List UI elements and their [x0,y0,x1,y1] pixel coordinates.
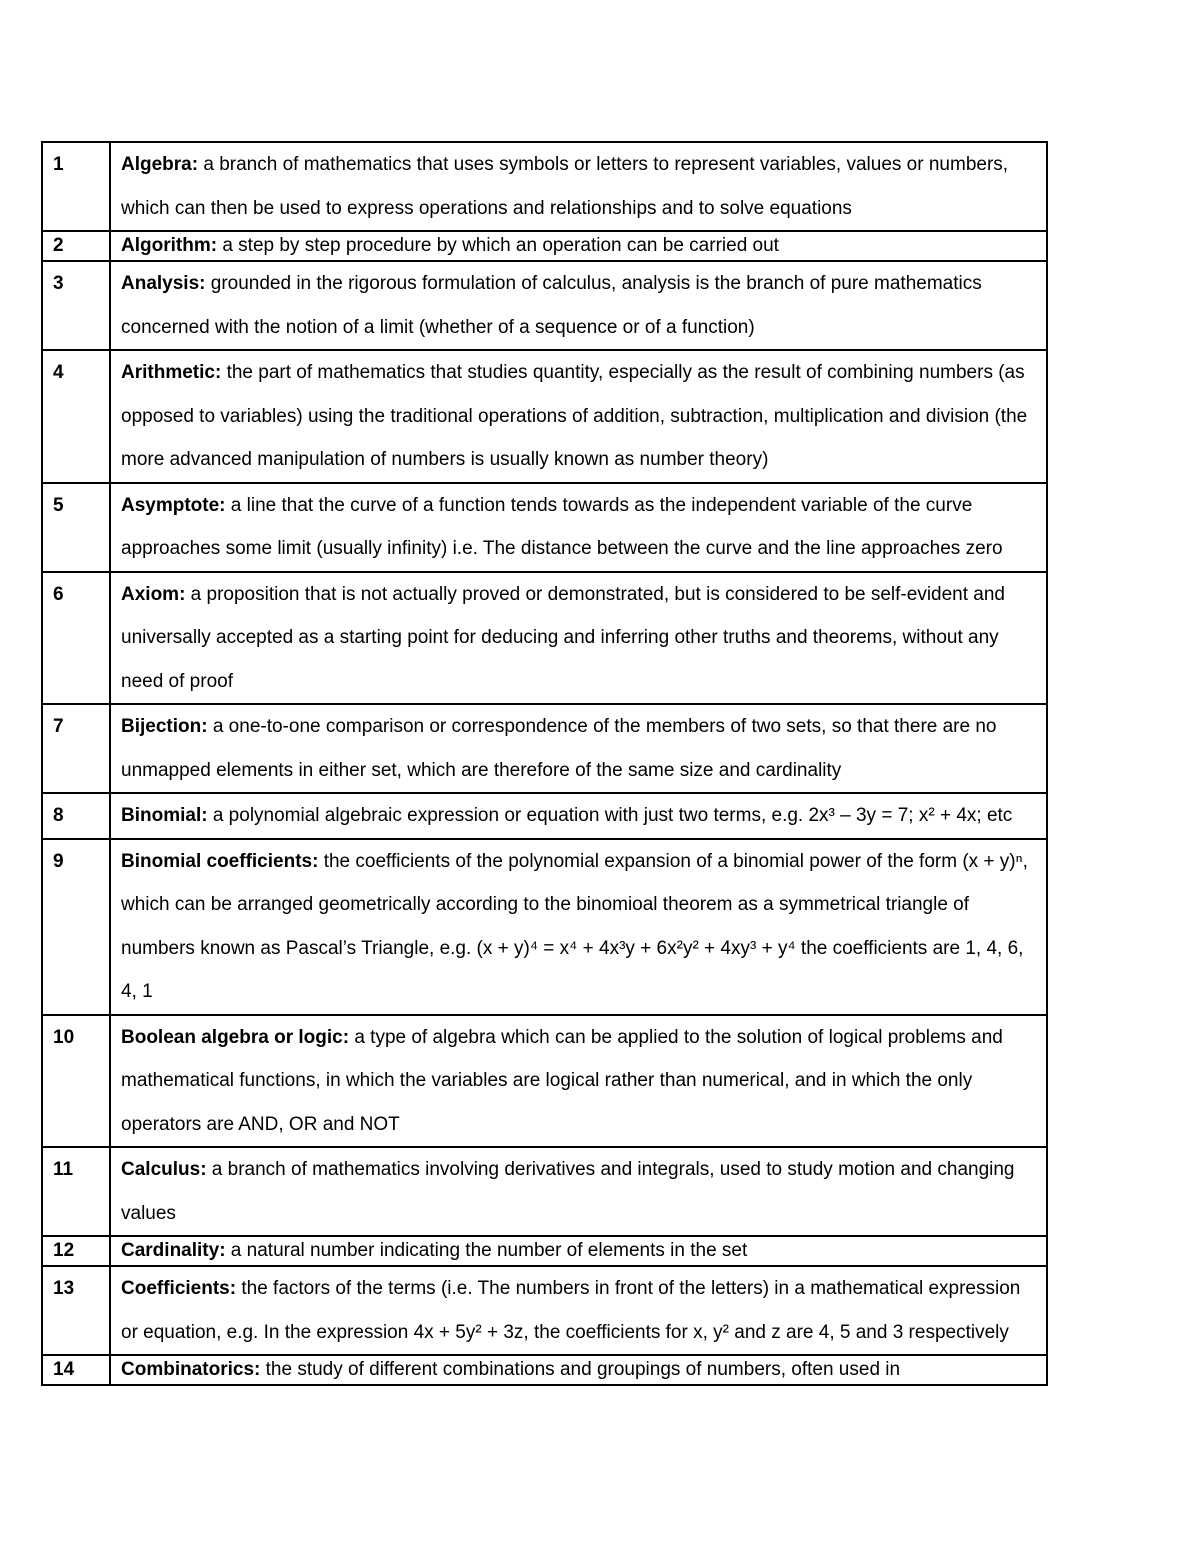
row-number: 3 [42,261,110,350]
row-number: 8 [42,793,110,839]
row-number: 9 [42,839,110,1015]
table-row [42,793,1047,839]
definition-cell [110,793,1047,839]
term: Algorithm: [121,235,218,256]
definition-cell [110,350,1047,483]
row-number: 4 [42,350,110,483]
definition-cell [110,1355,1047,1385]
term: Axiom: [121,583,186,605]
term: Binomial coefficients: [121,850,319,872]
table-row [42,1015,1047,1148]
glossary-table [41,141,1048,1386]
row-number: 11 [42,1147,110,1236]
row-number: 1 [42,142,110,231]
term: Binomial: [121,805,208,826]
definition-cell [110,483,1047,572]
term: Boolean algebra or logic: [121,1026,350,1048]
definition-cell [110,1147,1047,1236]
definition: a branch of mathematics that uses symbols or letters to represent variables, values or numbers, which can then be used to express operations and relationships and to solve equations [121,154,1009,219]
table-row [42,704,1047,793]
row-number: 7 [42,704,110,793]
definition: a polynomial algebraic expression or equation with just two terms, e.g. 2x³ – 3y = 7; x² + 4x; etc [207,805,1013,826]
definition: the part of mathematics that studies quantity, especially as the result of combining numbers (as opposed to variables) using the traditional operations of addition, subtraction, multiplication and division (the more advanced manipulation of numbers is usually known as number theory) [121,362,1028,470]
table-row [42,261,1047,350]
row-number: 2 [42,231,110,261]
term: Asymptote: [121,494,226,516]
definition: a step by step procedure by which an operation can be carried out [217,235,779,256]
definition: the study of different combinations and groupings of numbers, often used in [260,1359,901,1380]
definition: grounded in the rigorous formulation of calculus, analysis is the branch of pure mathematics concerned with the notion of a limit (whether of a sequence or of a function) [121,273,982,338]
table-row [42,483,1047,572]
table-row [42,839,1047,1015]
term: Cardinality: [121,1240,226,1261]
row-number: 5 [42,483,110,572]
table-row [42,231,1047,261]
table-row [42,142,1047,231]
term: Combinatorics: [121,1359,261,1380]
term: Calculus: [121,1159,207,1180]
definition-cell [110,1015,1047,1148]
table-row [42,1236,1047,1266]
table-row [42,1355,1047,1385]
table-row [42,572,1047,705]
definition-cell [110,261,1047,350]
term: Algebra: [121,154,199,175]
definition: the factors of the terms (i.e. The numbers in front of the letters) in a mathematical expression or equation, e.g. In the expression 4x + 5y² + 3z, the coefficients for x, y² and z are 4, 5 and 3 respectively [121,1278,1021,1343]
definition-cell [110,231,1047,261]
definition-cell [110,1236,1047,1266]
definition: a line that the curve of a function tends towards as the independent variable of the curve approaches some limit (usually infinity) i.e. The distance between the curve and the line approaches zero [121,494,1003,559]
table-row [42,1266,1047,1355]
table-row [42,350,1047,483]
row-number: 14 [42,1355,110,1385]
term: Analysis: [121,273,206,294]
term: Arithmetic: [121,362,222,383]
row-number: 13 [42,1266,110,1355]
definition: a branch of mathematics involving derivatives and integrals, used to study motion and changing values [121,1159,1015,1224]
row-number: 6 [42,572,110,705]
definition-cell [110,572,1047,705]
row-number: 12 [42,1236,110,1266]
term: Coefficients: [121,1278,237,1299]
term: Bijection: [121,716,208,737]
definition: the coefficients of the polynomial expansion of a binomial power of the form (x + y)ⁿ, which can be arranged geometrically according to the binomioal theorem as a symmetrical triangle of numbers known as Pascal’s Triangle, e.g. (x + y)⁴ = x⁴ + 4x³y + 6x²y² + 4xy³ + y⁴ the coefficients are 1, 4, 6, 4, 1 [121,850,1028,1002]
definition: a proposition that is not actually proved or demonstrated, but is considered to be self-evident and universally accepted as a starting point for deducing and inferring other truths and theorems, without any need of proof [121,583,1006,692]
definition: a one-to-one comparison or correspondence of the members of two sets, so that there are no unmapped elements in either set, which are therefore of the same size and cardinality [121,716,997,781]
definition-cell [110,839,1047,1015]
definition-cell [110,142,1047,231]
table-row [42,1147,1047,1236]
row-number: 10 [42,1015,110,1148]
definition-cell [110,1266,1047,1355]
definition: a type of algebra which can be applied to the solution of logical problems and mathematical functions, in which the variables are logical rather than numerical, and in which the only operators are AND, OR and NOT [121,1026,1003,1135]
definition: a natural number indicating the number of elements in the set [225,1240,748,1261]
definition-cell [110,704,1047,793]
